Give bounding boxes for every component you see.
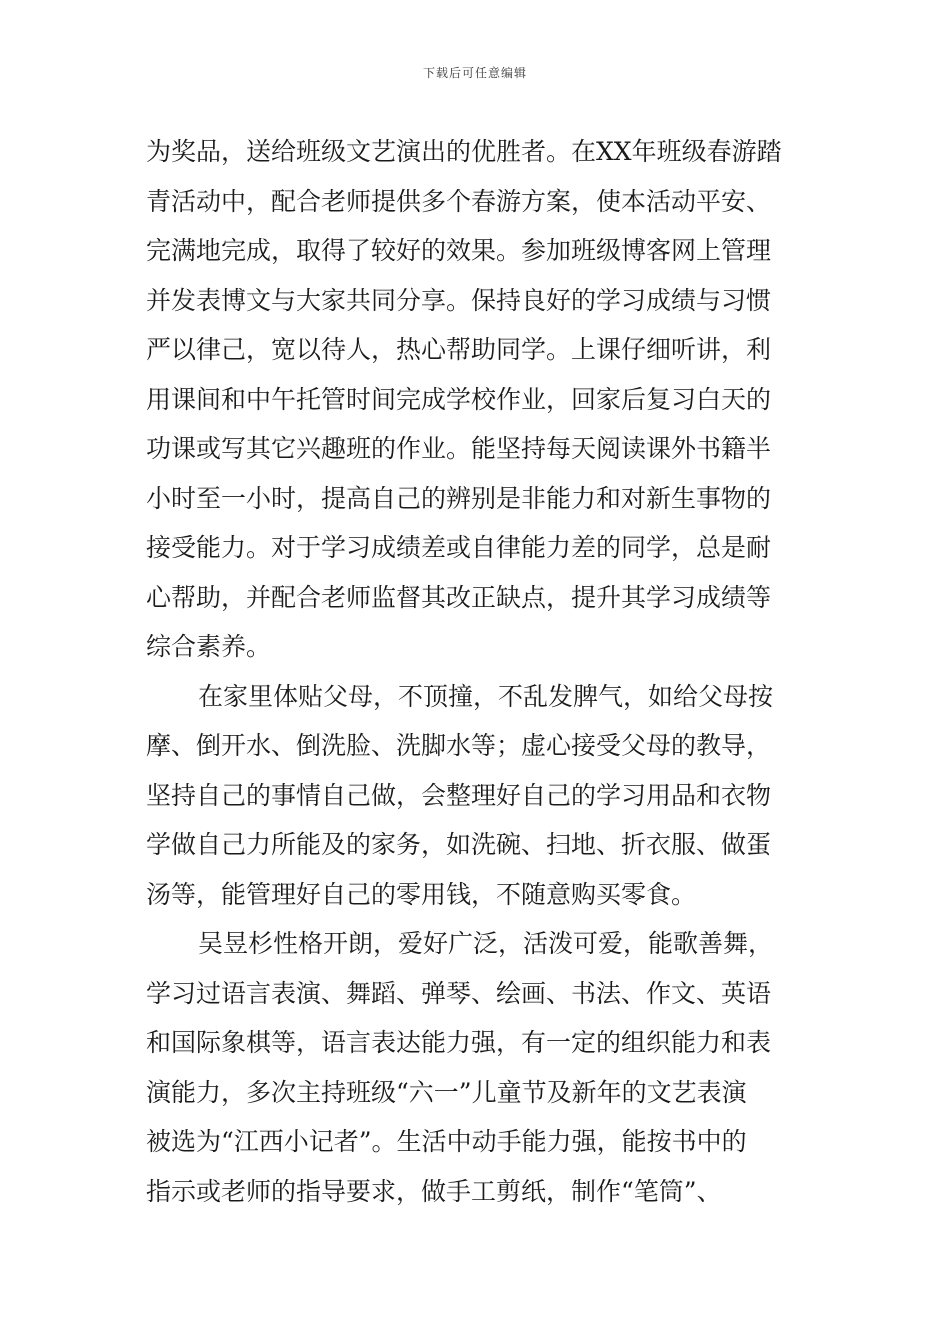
- text-line: 指示或老师的指导要求，做手工剪纸，制作“笔筒”、: [146, 1176, 722, 1206]
- text-line: 心帮助，并配合老师监督其改正缺点，提升其学习成绩等: [146, 582, 772, 612]
- paragraph-2: [146, 672, 814, 920]
- paragraph-1: [146, 127, 814, 672]
- text-line: 和国际象棋等，语言表达能力强，有一定的组织能力和表: [146, 1028, 772, 1057]
- text-line: 并发表博文与大家共同分享。保持良好的学习成绩与习惯: [146, 285, 772, 315]
- text-line: 演能力，多次主持班级“六一”儿童节及新年的文艺表演: [146, 1077, 747, 1107]
- text-line: 严以律己，宽以待人，热心帮助同学。上课仔细听讲，利: [146, 335, 772, 364]
- text-line: 汤等，能管理好自己的零用钱，不随意购买零食。: [146, 879, 697, 909]
- text-line: 吴昱杉性格开朗，爱好广泛，活泼可爱，能歌善舞，: [198, 929, 774, 958]
- text-line: 用课间和中午托管时间完成学校作业，回家后复习白天的: [146, 384, 772, 414]
- page-header: 下载后可任意编辑: [422, 66, 527, 80]
- text-line: 完满地完成，取得了较好的效果。参加班级博客网上管理: [146, 236, 772, 265]
- text-line: 被选为“江西小记者”。生活中动手能力强，能按书中的: [146, 1127, 747, 1156]
- text-line: 综合素养。: [146, 632, 272, 661]
- text-line: 功课或写其它兴趣班的作业。能坚持每天阅读课外书籍半: [146, 434, 772, 463]
- text-line: 接受能力。对于学习成绩差或自律能力差的同学，总是耐: [146, 533, 772, 562]
- text-line: 学做自己力所能及的家务，如洗碗、扫地、折衣服、做蛋: [146, 830, 772, 859]
- text-line: 摩、倒开水、倒洗脸、洗脚水等；虚心接受父母的教导，: [146, 731, 772, 760]
- text-line: 为奖品，送给班级文艺演出的优胜者。在XX年班级春游踏: [146, 137, 782, 166]
- text-line: 坚持自己的事情自己做，会整理好自己的学习用品和衣物: [146, 780, 772, 810]
- text-line: 学习过语言表演、舞蹈、弹琴、绘画、书法、作文、英语: [146, 978, 772, 1008]
- text-line: 在家里体贴父母，不顶撞，不乱发脾气，如给父母按: [198, 681, 774, 711]
- text-line: 小时至一小时，提高自己的辨别是非能力和对新生事物的: [146, 483, 772, 513]
- document-body: [146, 127, 814, 1216]
- text-line: 青活动中，配合老师提供多个春游方案，使本活动平安、: [146, 186, 772, 216]
- paragraph-3: [146, 919, 814, 1216]
